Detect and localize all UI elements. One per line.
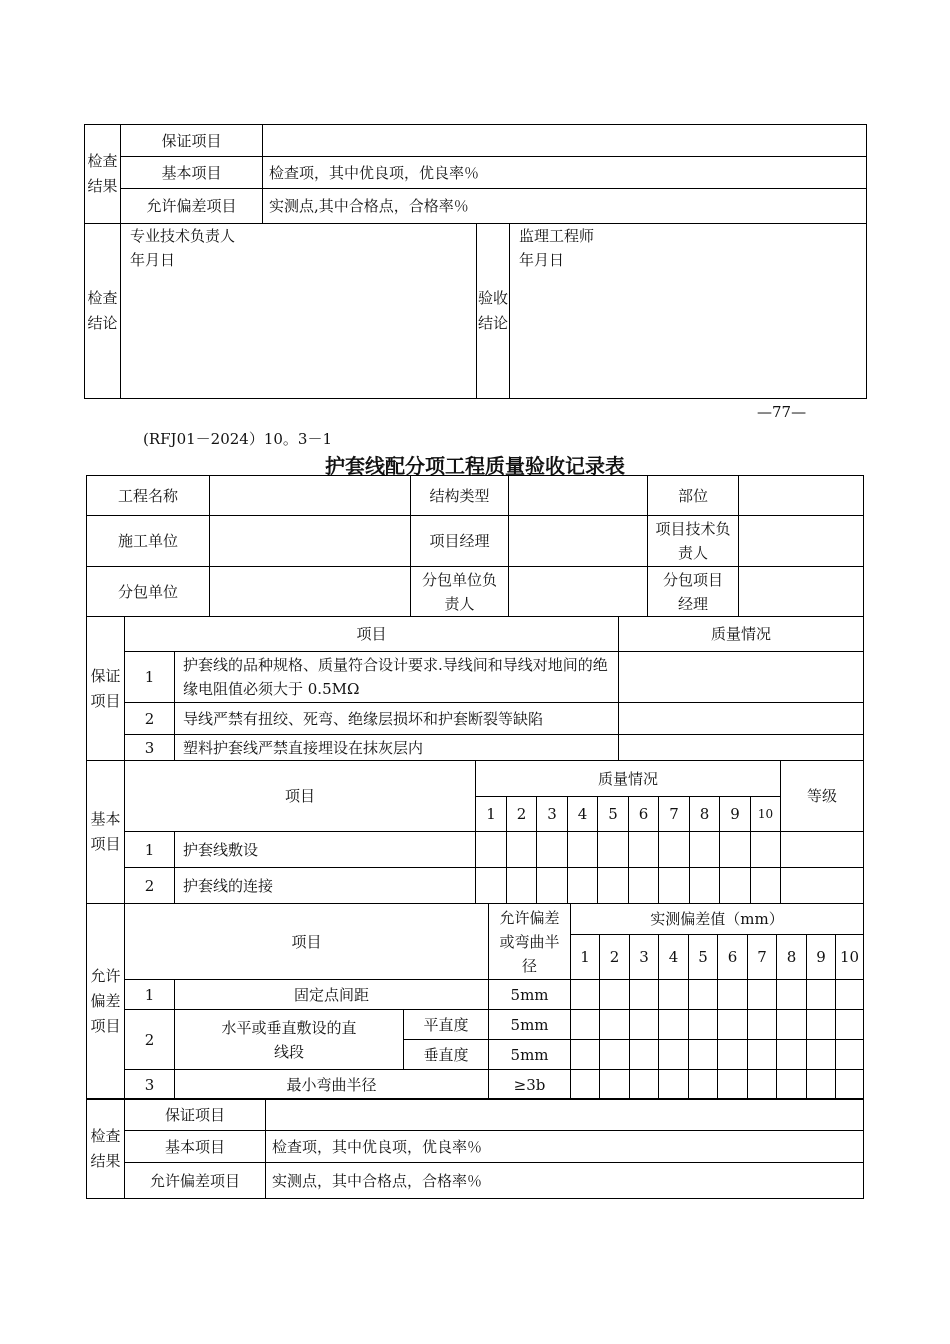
guarantee-item-header: 项目 (125, 617, 619, 652)
basic-no: 2 (125, 868, 175, 904)
basic-col-num: 1 (476, 797, 507, 832)
header-table (86, 475, 864, 617)
deviation-allow-header: 允许偏差或弯曲半径 (489, 904, 571, 980)
project-manager-label: 项目经理 (411, 516, 509, 567)
bottom-deviation-value: 实测点，其中合格点，合格率％ (266, 1163, 864, 1199)
basic-no: 1 (125, 832, 175, 868)
guarantee-value (263, 125, 867, 157)
deviation-sub: 垂直度 (404, 1040, 489, 1070)
basic-text: 护套线敷设 (175, 832, 476, 868)
deviation-col-num: 3 (630, 935, 659, 980)
tech-lead-label: 项目技术负责人 (648, 516, 739, 567)
tech-lead-value (739, 516, 864, 567)
guarantee-quality (619, 652, 864, 703)
basic-col-num: 10 (751, 797, 781, 832)
deviation-col-num: 7 (748, 935, 777, 980)
deviation-label: 允许偏差项目 (121, 189, 263, 224)
sub-project-manager-label: 分包项目经理 (648, 567, 739, 617)
bottom-basic-label: 基本项目 (125, 1131, 266, 1163)
basic-table (86, 760, 864, 904)
tech-lead-text: 专业技术负责人 (130, 227, 236, 245)
part-label: 部位 (648, 476, 739, 516)
guarantee-quality (619, 703, 864, 735)
part-value (739, 476, 864, 516)
basic-col-num: 7 (659, 797, 690, 832)
deviation-name: 最小弯曲半径 (175, 1070, 489, 1100)
bottom-guarantee-label: 保证项目 (125, 1099, 266, 1131)
deviation-value: 实测点,其中合格点，合格率％ (263, 189, 867, 224)
page-number: —77— (757, 403, 807, 421)
basic-quality-header: 质量情况 (476, 761, 781, 797)
deviation-col-num: 4 (659, 935, 689, 980)
basic-col-num: 2 (507, 797, 537, 832)
check-result-label: 检查结果 (85, 125, 121, 224)
top-result-table (84, 124, 867, 399)
deviation-col-num: 6 (718, 935, 748, 980)
bottom-result-table (86, 1098, 864, 1199)
conclusion-label: 检查结论 (85, 224, 121, 399)
deviation-allow: 5mm (489, 1040, 571, 1070)
guarantee-table (86, 616, 864, 761)
structure-type-label: 结构类型 (411, 476, 509, 516)
basic-label: 基本项目 (121, 157, 263, 189)
basic-section-label: 基本项目 (87, 761, 125, 904)
construction-unit-value (210, 516, 411, 567)
project-name-label: 工程名称 (87, 476, 210, 516)
deviation-sub: 平直度 (404, 1010, 489, 1040)
bottom-basic-value: 检查项，其中优良项，优良率％ (266, 1131, 864, 1163)
deviation-col-num: 2 (600, 935, 630, 980)
acceptance-label: 验收结论 (477, 224, 510, 399)
deviation-name: 水平或垂直敷设的直线段 (175, 1010, 404, 1070)
deviation-allow: 5mm (489, 1010, 571, 1040)
deviation-name: 固定点间距 (175, 980, 489, 1010)
guarantee-quality-header: 质量情况 (619, 617, 864, 652)
deviation-no: 1 (125, 980, 175, 1010)
basic-item-header: 项目 (125, 761, 476, 832)
sub-project-manager-value (739, 567, 864, 617)
acceptance-date: 年月日 (519, 251, 565, 269)
guarantee-text: 护套线的品种规格、质量符合设计要求.导线间和导线对地间的绝缘电阻值必须大于 0.5MΩ (175, 652, 619, 703)
deviation-item-header: 项目 (125, 904, 489, 980)
conclusion-date: 年月日 (130, 251, 176, 269)
deviation-col-num: 1 (571, 935, 600, 980)
deviation-measured-header: 实测偏差值（mm） (571, 904, 864, 935)
basic-text: 护套线的连接 (175, 868, 476, 904)
conclusion-cell (121, 224, 477, 399)
acceptance-cell (510, 224, 867, 399)
basic-col-num: 8 (690, 797, 720, 832)
project-manager-value (509, 516, 648, 567)
supervisor-text: 监理工程师 (519, 227, 595, 245)
bottom-check-result-label: 检查结果 (87, 1099, 125, 1199)
guarantee-no: 3 (125, 735, 175, 761)
construction-unit-label: 施工单位 (87, 516, 210, 567)
deviation-col-num: 8 (777, 935, 807, 980)
sub-unit-value (210, 567, 411, 617)
guarantee-no: 1 (125, 652, 175, 703)
bottom-deviation-label: 允许偏差项目 (125, 1163, 266, 1199)
guarantee-text: 塑料护套线严禁直接埋设在抹灰层内 (175, 735, 619, 761)
guarantee-quality (619, 735, 864, 761)
page-title: 护套线配分项工程质量验收记录表 (325, 454, 625, 478)
structure-type-value (509, 476, 648, 516)
deviation-col-num: 9 (807, 935, 836, 980)
project-name-value (210, 476, 411, 516)
deviation-no: 3 (125, 1070, 175, 1100)
sub-unit-lead-value (509, 567, 648, 617)
form-code: (RFJ01－2024）10。3－1 (143, 430, 333, 448)
basic-col-num: 5 (598, 797, 629, 832)
deviation-allow: 5mm (489, 980, 571, 1010)
deviation-col-num: 10 (836, 935, 864, 980)
basic-col-num: 3 (537, 797, 568, 832)
guarantee-section-label: 保证项目 (87, 617, 125, 761)
deviation-col-num: 5 (689, 935, 718, 980)
basic-grade-header: 等级 (781, 761, 864, 832)
sub-unit-label: 分包单位 (87, 567, 210, 617)
deviation-allow: ≥3b (489, 1070, 571, 1100)
basic-col-num: 9 (720, 797, 751, 832)
sub-unit-lead-label: 分包单位负责人 (411, 567, 509, 617)
deviation-section-label: 允许偏差项目 (87, 904, 125, 1100)
basic-col-num: 6 (629, 797, 659, 832)
deviation-table (86, 903, 864, 1100)
basic-value: 检查项，其中优良项，优良率％ (263, 157, 867, 189)
guarantee-no: 2 (125, 703, 175, 735)
deviation-no: 2 (125, 1010, 175, 1070)
guarantee-text: 导线严禁有扭绞、死弯、绝缘层损坏和护套断裂等缺陷 (175, 703, 619, 735)
basic-col-num: 4 (568, 797, 598, 832)
guarantee-label: 保证项目 (121, 125, 263, 157)
bottom-guarantee-value (266, 1099, 864, 1131)
